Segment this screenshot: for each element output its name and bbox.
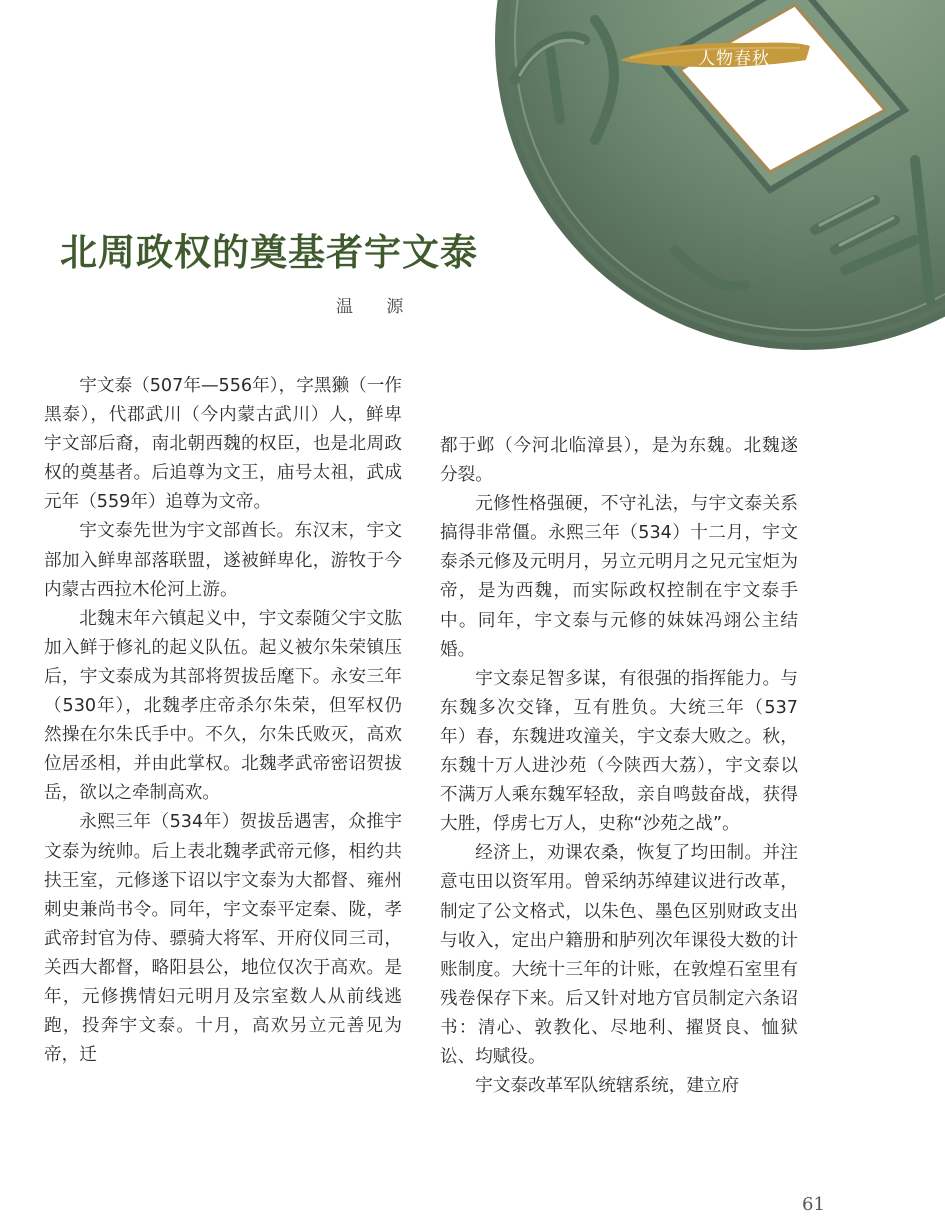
paragraph-continuation: 都于邺（今河北临漳县），是为东魏。北魏遂分裂。 (440, 436, 798, 486)
article-title: 北周政权的奠基者宇文泰 (60, 231, 478, 274)
paragraph: 宇文泰（507年—556年），字黑獭（一作黑泰），代郡武川（今内蒙古武川）人，鲜卑宇文部后裔，南北朝西魏的权臣，也是北周政权的奠基者。后追尊为文王，庙号太祖，武成元年（559年）追尊为文帝。 (44, 376, 402, 513)
section-tag-label: 人物春秋 (698, 49, 770, 69)
section-tag (620, 38, 810, 72)
paragraph: 永熙三年（534年）贺拔岳遇害，众推宇文泰为统帅。后上表北魏孝武帝元修，相约共扶王室，元修遂下诏以宇文泰为大都督、雍州刺史兼尚书令。同年，宇文泰平定秦、陇，孝武帝封官为侍、骠骑大将军、开府仪同三司，关西大都督，略阳县公，地位仅次于高欢。是年，元修携情妇元明月及宗室数人从前线逃跑，投奔宇文泰。十月，高欢另立元善见为帝，迁 (44, 812, 402, 1066)
left-column (44, 372, 402, 1070)
paragraph: 宇文泰先世为宇文部酋长。东汉末，宇文部加入鲜卑部落联盟，遂被鲜卑化，游牧于今内蒙古西拉木伦河上游。 (44, 521, 402, 600)
page-number: 61 (802, 1194, 825, 1215)
paragraph: 宇文泰改革军队统辖系统，建立府 (475, 1076, 740, 1097)
right-column (440, 432, 798, 1101)
article-author: 温 源 (336, 297, 418, 317)
paragraph: 元修性格强硬，不守礼法，与宇文泰关系搞得非常僵。永熙三年（534）十二月，宇文泰杀元修及元明月，另立元明月之兄元宝炬为帝，是为西魏，而实际政权控制在宇文泰手中。同年，宇文泰与元修的妹妹冯翊公主结婚。 (440, 494, 798, 660)
paragraph: 北魏末年六镇起义中，宇文泰随父宇文肱加入鲜于修礼的起义队伍。起义被尔朱荣镇压后，宇文泰成为其部将贺拔岳麾下。永安三年（530年），北魏孝庄帝杀尔朱荣，但军权仍然操在尔朱氏手中。不久，尔朱氏败灭，高欢位居丞相，并由此掌权。北魏孝武帝密诏贺拔岳，欲以之牵制高欢。 (44, 608, 402, 804)
paragraph: 经济上，劝课农桑，恢复了均田制。并注意屯田以资军用。曾采纳苏绰建议进行改革，制定了公文格式，以朱色、墨色区别财政支出与收入，定出户籍册和胪列次年课役大数的计账制度。大统十三年的计账，在敦煌石室里有残卷保存下来。后又针对地方官员制定六条诏书：清心、敦教化、尽地利、擢贤良、恤狱讼、均赋役。 (440, 843, 798, 1067)
paragraph: 宇文泰足智多谋，有很强的指挥能力。与东魏多次交锋，互有胜负。大统三年（537年）春，东魏进攻潼关，宇文泰大败之。秋，东魏十万人进沙苑（今陕西大荔），宇文泰以不满万人乘东魏军轻敌，亲自鸣鼓奋战，获得大胜，俘虏七万人，史称“沙苑之战”。 (440, 668, 798, 835)
